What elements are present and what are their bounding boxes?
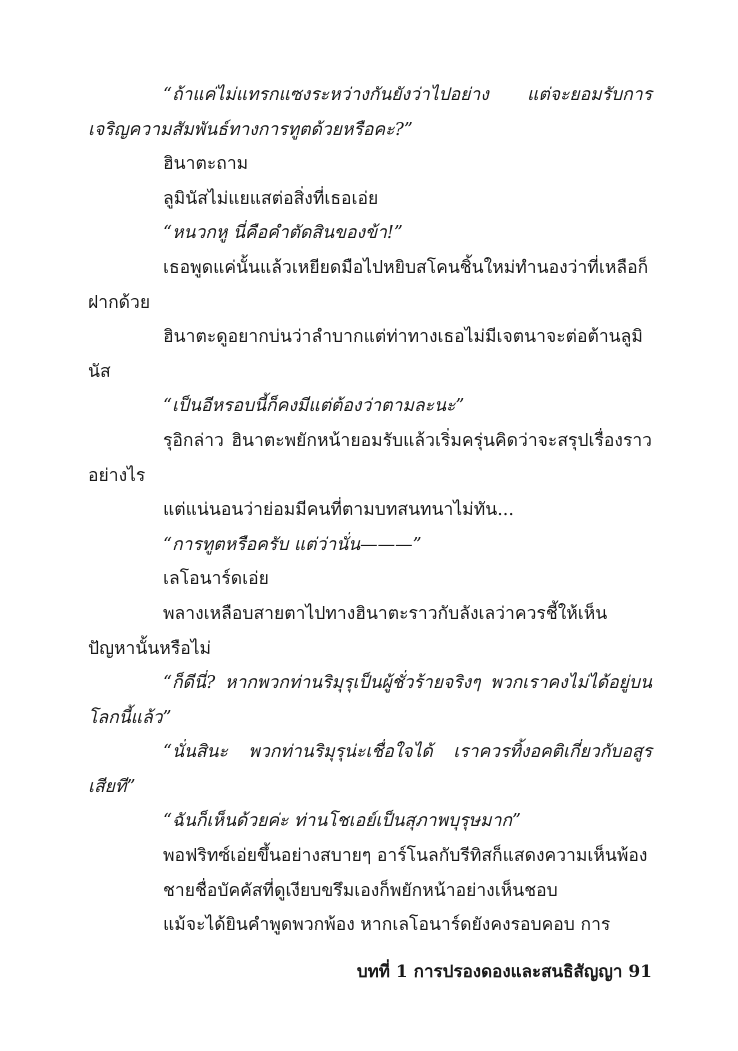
- dialogue-paragraph: “ฉันก็เห็นด้วยค่ะ ท่านโชเอย์เป็นสุภาพบุรุษมาก”: [163, 811, 521, 832]
- narration-paragraph: ฮินาตะดูอยากบ่นว่าลำบากแต่ท่าทางเธอไม่มีเจตนาจะต่อต้านลูมินัส: [88, 327, 643, 382]
- narration-paragraph: ฮินาตะถาม: [163, 154, 249, 175]
- dialogue-paragraph: “การทูตหรือครับ แต่ว่านั่น———”: [163, 534, 422, 555]
- narration-paragraph: ลูมินัสไม่แยแสต่อสิ่งที่เธอเอ่ย: [163, 188, 379, 209]
- dialogue-paragraph: “หนวกหู นี่คือคำตัดสินของข้า!”: [163, 223, 403, 244]
- dialogue-paragraph: “ถ้าแค่ไม่แทรกแซงระหว่างกันยังว่าไปอย่าง แต่จะยอมรับการเจริญความสัมพันธ์ทางการทูตด้วยหรือคะ?”: [88, 85, 652, 140]
- narration-paragraph: เลโอนาร์ดเอ่ย: [163, 569, 269, 590]
- chapter-title: บทที่ 1 การปรองดองและสนธิสัญญา: [356, 962, 623, 982]
- narration-paragraph: แต่แน่นอนว่าย่อมมีคนที่ตามบทสนทนาไม่ทัน...: [163, 500, 514, 521]
- page-number: 91: [628, 962, 652, 982]
- narration-paragraph: พอฟริทซ์เอ่ยขึ้นอย่างสบายๆ อาร์โนลกับรีทิสก็แสดงความเห็นพ้อง: [163, 846, 648, 867]
- narration-paragraph: เธอพูดแค่นั้นแล้วเหยียดมือไปหยิบสโคนชิ้นใหม่ทำนองว่าที่เหลือก็ฝากด้วย: [88, 257, 649, 313]
- body-text: [88, 78, 652, 943]
- dialogue-paragraph: “ก็ดีนี่? หากพวกท่านริมุรุเป็นผู้ชั่วร้ายจริงๆ พวกเราคงไม่ได้อยู่บนโลกนี้แล้ว”: [88, 673, 652, 728]
- narration-paragraph: ชายชื่อบัคคัสที่ดูเงียบขรึมเองก็พยักหน้าอย่างเห็นชอบ: [163, 880, 558, 901]
- page-footer: [88, 957, 652, 987]
- narration-paragraph: รุอิกล่าว ฮินาตะพยักหน้ายอมรับแล้วเริ่มครุ่นคิดว่าจะสรุปเรื่องราวอย่างไร: [88, 430, 652, 486]
- narration-paragraph: พลางเหลือบสายตาไปทางฮินาตะราวกับลังเลว่าควรชี้ให้เห็นปัญหานั้นหรือไม่: [88, 603, 608, 659]
- dialogue-paragraph: “เป็นอีหรอบนี้ก็คงมีแต่ต้องว่าตามละนะ”: [163, 396, 465, 417]
- dialogue-paragraph: “นั่นสินะ พวกท่านริมุรุน่ะเชื่อใจได้ เราควรทิ้งอคติเกี่ยวกับอสูรเสียที”: [88, 742, 652, 797]
- narration-paragraph: แม้จะได้ยินคำพูดพวกพ้อง หากเลโอนาร์ดยังคงรอบคอบ การ: [163, 915, 611, 936]
